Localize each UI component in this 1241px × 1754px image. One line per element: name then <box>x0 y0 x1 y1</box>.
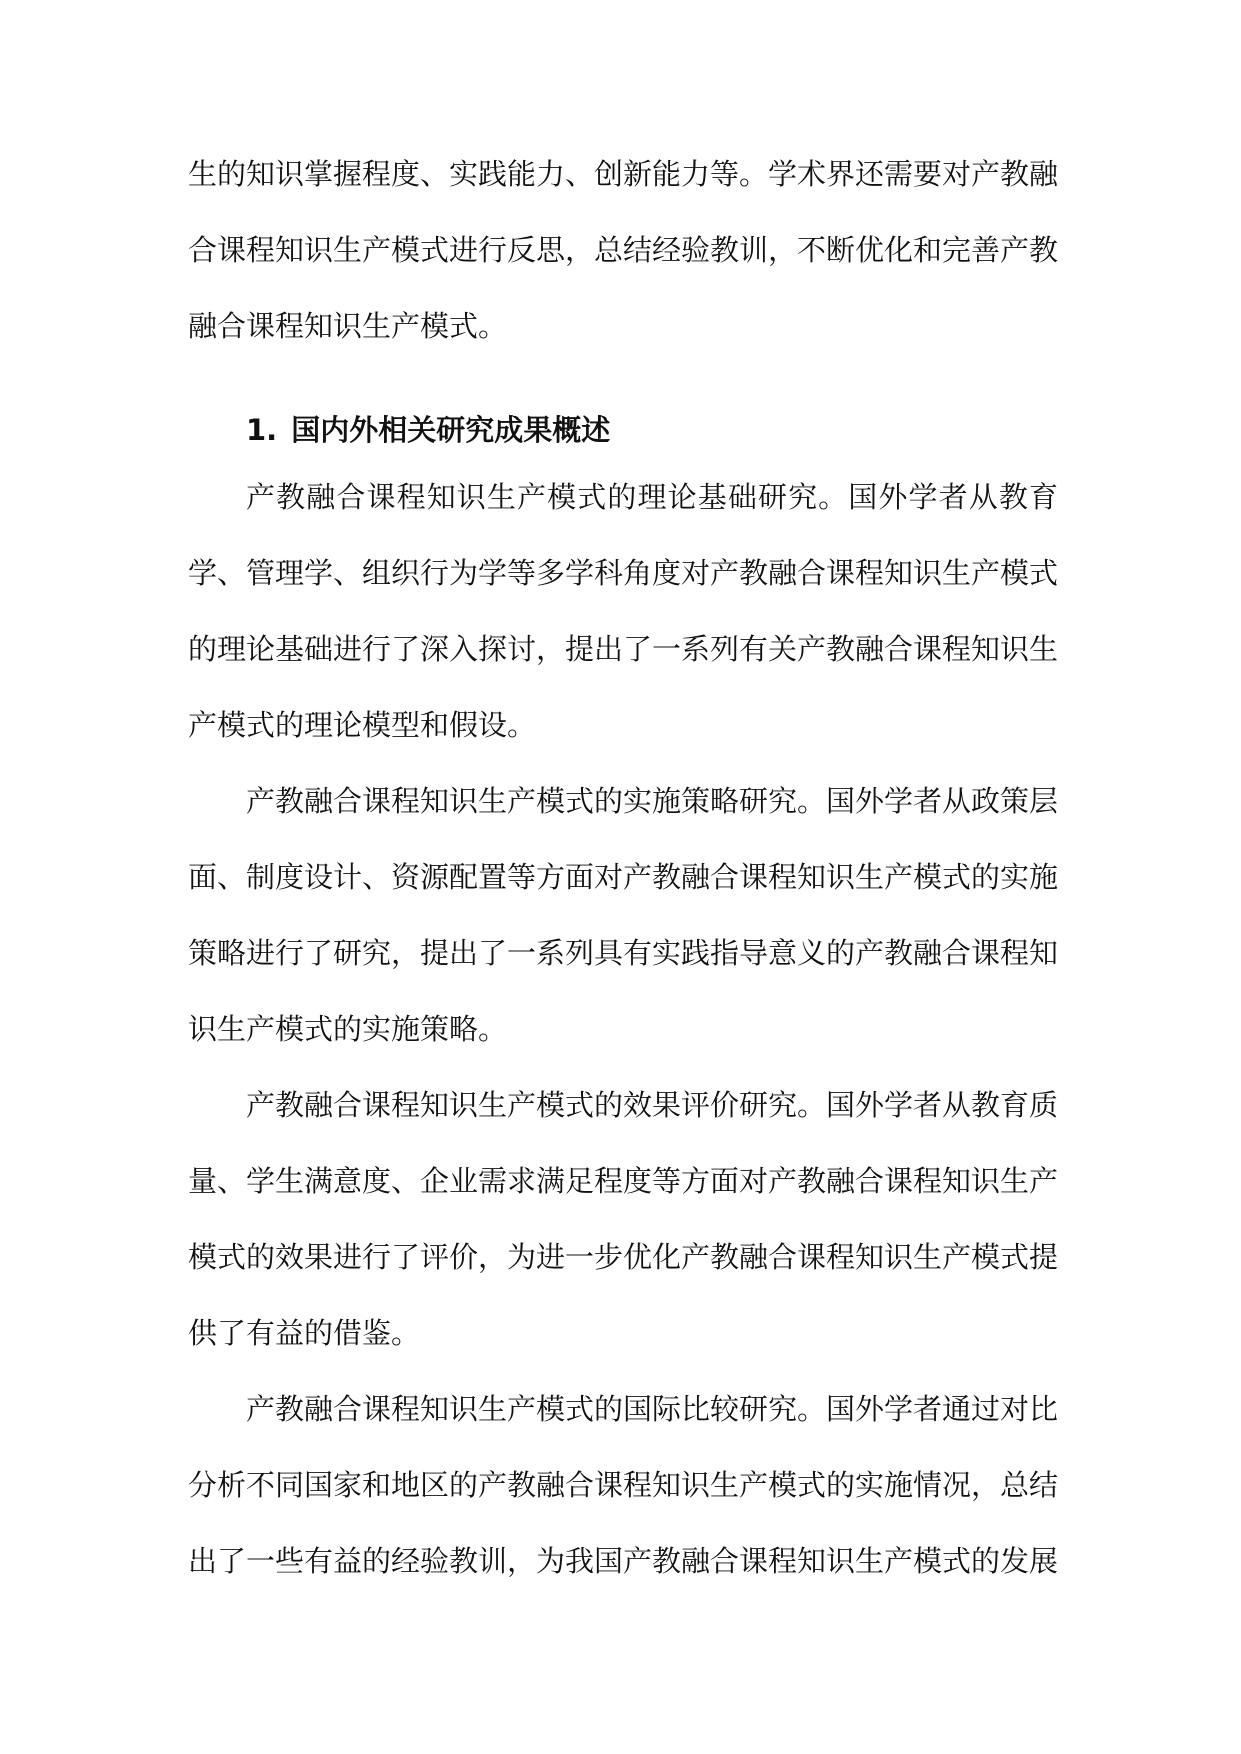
section-heading-title: 国内外相关研究成果概述 <box>291 413 611 447</box>
paragraph-international-comparison: 产教融合课程知识生产模式的国际比较研究。国外学者通过对比分析不同国家和地区的产教融合课程知识生产模式的实施情况，总结出了一些有益的经验教训，为我国产教融合课程知识生产模式的发展 <box>188 1392 1059 1578</box>
continued-paragraph-block <box>188 136 1058 364</box>
paragraph-implementation-strategy: 产教融合课程知识生产模式的实施策略研究。国外学者从政策层面、制度设计、资源配置等方面对产教融合课程知识生产模式的实施策略进行了研究，提出了一系列具有实践指导意义的产教融合课程知识生产模式的实施策略。 <box>188 784 1059 1046</box>
paragraph-theory-basis: 产教融合课程知识生产模式的理论基础研究。国外学者从教育学、管理学、组织行为学等多学科角度对产教融合课程知识生产模式的理论基础进行了深入探讨，提出了一系列有关产教融合课程知识生产模式的理论模型和假设。 <box>188 480 1059 742</box>
body-paragraphs <box>188 459 1058 1599</box>
section-heading <box>246 400 610 460</box>
section-heading-number: 1. <box>246 413 278 447</box>
paragraph-effect-evaluation: 产教融合课程知识生产模式的效果评价研究。国外学者从教育质量、学生满意度、企业需求满足程度等方面对产教融合课程知识生产模式的效果进行了评价，为进一步优化产教融合课程知识生产模式提供了有益的借鉴。 <box>188 1088 1059 1350</box>
continued-paragraph: 生的知识掌握程度、实践能力、创新能力等。学术界还需要对产教融合课程知识生产模式进行反思，总结经验教训，不断优化和完善产教融合课程知识生产模式。 <box>188 157 1059 343</box>
